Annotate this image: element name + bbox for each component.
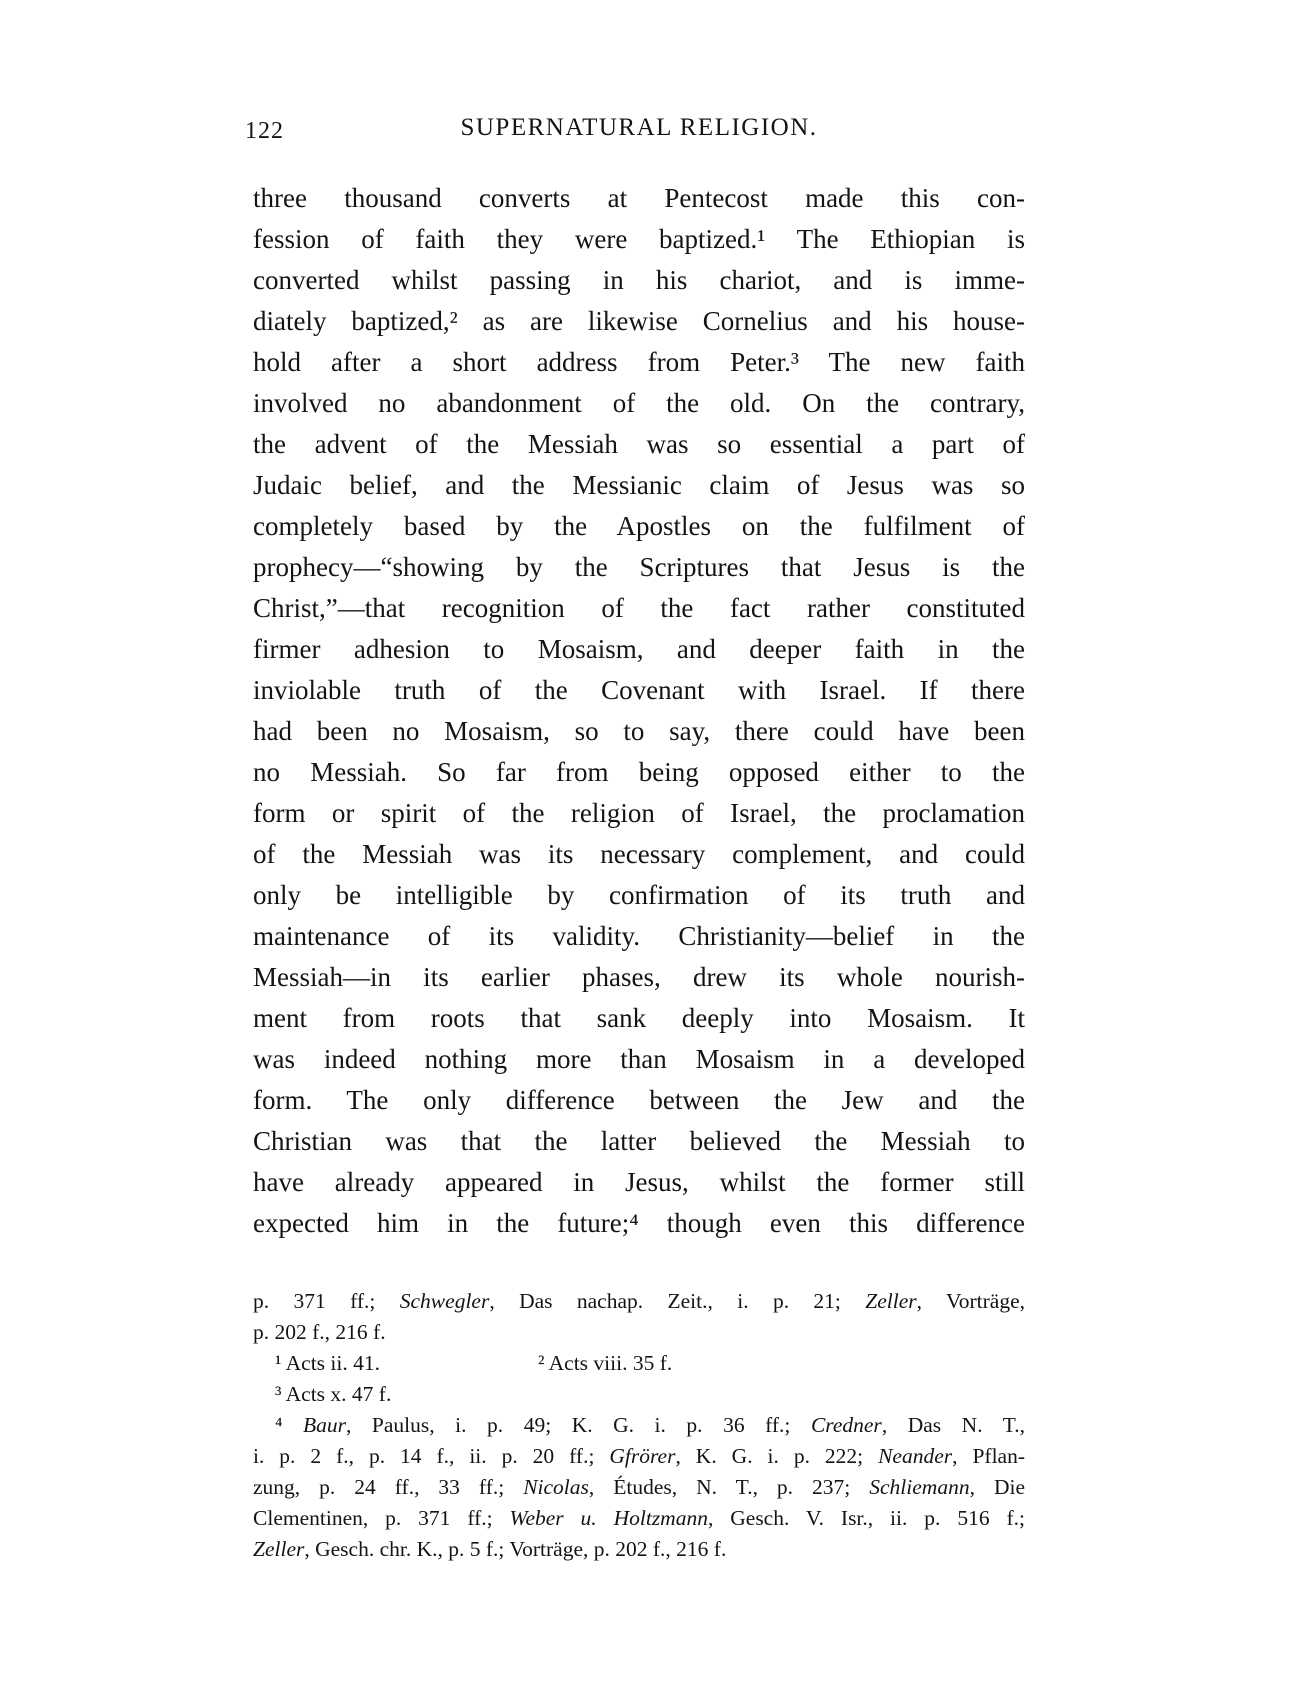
footnote-text: ¹ Acts ii. 41. xyxy=(275,1351,380,1375)
footnote-text: p. 202 f., 216 f. xyxy=(253,1320,386,1344)
text-line: no Messiah. So far from being opposed either to the xyxy=(253,757,1025,787)
footnote-line xyxy=(253,1379,1025,1410)
page-number: 122 xyxy=(245,118,284,144)
footnote-text: , Das N. T., xyxy=(881,1413,1026,1437)
text-line: diately baptized,² as are likewise Cornelius and his house- xyxy=(253,306,1025,336)
footnote-line xyxy=(253,1286,1025,1317)
text-line: had been no Mosaism, so to say, there could have been xyxy=(253,716,1025,746)
text-line: the advent of the Messiah was so essential a part of xyxy=(253,429,1025,459)
text-line: ment from roots that sank deeply into Mosaism. It xyxy=(253,1003,1025,1033)
text-line: maintenance of its validity. Christianity—belief in the xyxy=(253,921,1025,951)
footnote-author: Gfrörer xyxy=(609,1444,676,1468)
footnote-author: Schwegler xyxy=(399,1289,490,1313)
footnote-author: Nicolas xyxy=(523,1475,589,1499)
text-line: fession of faith they were baptized.¹ The Ethiopian is xyxy=(253,224,1025,254)
footnote-text: , Die xyxy=(969,1475,1025,1499)
footnote-text: , Pflan- xyxy=(952,1444,1025,1468)
footnote-text: Clementinen, p. 371 ff.; xyxy=(253,1506,510,1530)
footnote-text: p. 371 ff.; xyxy=(253,1289,400,1313)
text-line: Christian was that the latter believed the Messiah to xyxy=(253,1126,1025,1156)
footnote-author: Baur xyxy=(303,1413,347,1437)
text-line: hold after a short address from Peter.³ The new faith xyxy=(253,347,1025,377)
text-line: inviolable truth of the Covenant with Israel. If there xyxy=(253,675,1025,705)
footnote-line xyxy=(253,1410,1025,1441)
text-line: prophecy—“showing by the Scriptures that Jesus is the xyxy=(253,552,1025,582)
text-line: Christ,”—that recognition of the fact rather constituted xyxy=(253,593,1025,623)
text-line: of the Messiah was its necessary complement, and could xyxy=(253,839,1025,869)
text-line: completely based by the Apostles on the fulfilment of xyxy=(253,511,1025,541)
footnote-line xyxy=(253,1441,1025,1472)
running-title: SUPERNATURAL RELIGION. xyxy=(460,114,818,141)
footnote-text: , K. G. i. p. 222; xyxy=(675,1444,879,1468)
footnote-text: , Paulus, i. p. 49; K. G. i. p. 36 ff.; xyxy=(346,1413,811,1437)
footnote-author: Zeller xyxy=(253,1537,305,1561)
footnote-line xyxy=(253,1534,1025,1565)
footnotes xyxy=(253,1286,1025,1565)
footnote-text: ² Acts viii. 35 f. xyxy=(538,1351,673,1375)
footnote-text: i. p. 2 f., p. 14 f., ii. p. 20 ff.; xyxy=(253,1444,610,1468)
footnote-text: ³ Acts x. 47 f. xyxy=(275,1382,392,1406)
text-line: form or spirit of the religion of Israel, the proclamation xyxy=(253,798,1025,828)
text-line: three thousand converts at Pentecost made this con- xyxy=(253,183,1025,213)
footnote-text: zung, p. 24 ff., 33 ff.; xyxy=(253,1475,524,1499)
footnote-author: Neander xyxy=(878,1444,953,1468)
footnote-line xyxy=(253,1503,1025,1534)
text-line: converted whilst passing in his chariot, and is imme- xyxy=(253,265,1025,295)
footnote-line xyxy=(253,1348,1025,1379)
footnote-text: , Das nachap. Zeit., i. p. 21; xyxy=(489,1289,866,1313)
text-line: only be intelligible by confirmation of its truth and xyxy=(253,880,1025,910)
text-line: involved no abandonment of the old. On the contrary, xyxy=(253,388,1025,418)
footnote-text: , Vorträge, xyxy=(916,1289,1026,1313)
footnote-author: Schliemann xyxy=(869,1475,970,1499)
body-text xyxy=(253,178,1025,1244)
footnote-line xyxy=(253,1317,1025,1348)
footnote-text: , Études, N. T., p. 237; xyxy=(588,1475,870,1499)
text-line: Messiah—in its earlier phases, drew its whole nourish- xyxy=(253,962,1025,992)
text-line: was indeed nothing more than Mosaism in a developed xyxy=(253,1044,1025,1074)
text-line: expected him in the future;⁴ though even this difference xyxy=(253,1208,1025,1238)
footnote-author: Credner xyxy=(810,1413,882,1437)
text-line: Judaic belief, and the Messianic claim of Jesus was so xyxy=(253,470,1025,500)
text-line: have already appeared in Jesus, whilst the former still xyxy=(253,1167,1025,1197)
footnote-text: , Gesch. chr. K., p. 5 f.; Vorträge, p. 202 f., 216 f. xyxy=(304,1537,727,1561)
footnote-line xyxy=(253,1472,1025,1503)
footnote-author: Zeller xyxy=(865,1289,917,1313)
footnote-text: ⁴ xyxy=(275,1413,304,1437)
footnote-text: , Gesch. V. Isr., ii. p. 516 f.; xyxy=(707,1506,1025,1530)
text-line: form. The only difference between the Jew and the xyxy=(253,1085,1025,1115)
text-line: firmer adhesion to Mosaism, and deeper faith in the xyxy=(253,634,1025,664)
page-header xyxy=(245,114,1025,150)
footnote-author: Weber u. Holtzmann xyxy=(509,1506,708,1530)
